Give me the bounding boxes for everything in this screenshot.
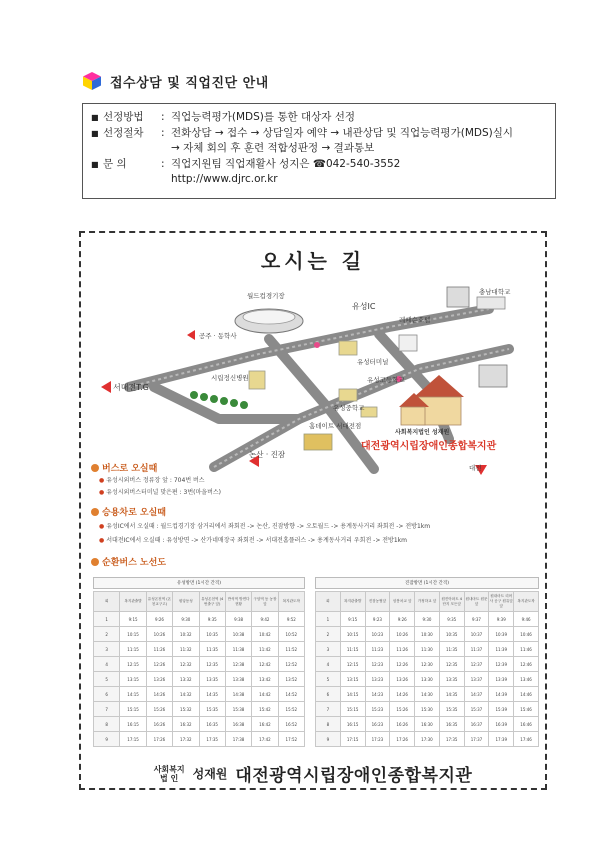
table-cell: 17:38 — [225, 732, 251, 747]
map-label-nonsan: 논산 · 진잠 — [249, 450, 286, 459]
table-cell: 9:15 — [340, 612, 365, 627]
table-cell: 10:15 — [120, 627, 146, 642]
info-value: 전화상담 → 접수 → 상담일자 예약 → 내관상담 및 직업능력평가(MDS)실시 — [171, 126, 514, 139]
table-cell: 12:26 — [146, 657, 172, 672]
table-cell: 3 — [316, 642, 341, 657]
table-cell: 12:52 — [278, 657, 304, 672]
table-cell: 15:39 — [489, 702, 514, 717]
table-cell: 9:35 — [199, 612, 225, 627]
table-cell: 15:26 — [390, 702, 415, 717]
bullet-icon: ● — [99, 537, 105, 544]
table-row — [316, 672, 539, 687]
table-cell: 14:32 — [173, 687, 199, 702]
table-row — [316, 687, 539, 702]
table-cell: 10:42 — [252, 627, 278, 642]
footer-corp-line1: 사회복지 — [153, 764, 185, 774]
table-cell: 13:26 — [390, 672, 415, 687]
table-header-cell: 회 — [316, 592, 341, 612]
table-cell: 13:35 — [439, 672, 464, 687]
table-cell: 11:39 — [489, 642, 514, 657]
table-cell: 11:46 — [514, 642, 539, 657]
section-header — [82, 70, 269, 92]
directions-frame — [79, 231, 547, 790]
table-cell: 6 — [94, 687, 120, 702]
map-label-terminal: 유성터미널 — [357, 358, 389, 366]
table-cell: 9:30 — [415, 612, 440, 627]
table-cell: 13:39 — [489, 672, 514, 687]
table-cell: 11:52 — [278, 642, 304, 657]
table-cell: 16:35 — [199, 717, 225, 732]
table-cell: 17:39 — [489, 732, 514, 747]
car-line — [99, 521, 430, 530]
location-map — [99, 279, 529, 479]
info-row-contact — [91, 157, 547, 173]
table-row — [94, 687, 305, 702]
table-cell: 13:46 — [514, 672, 539, 687]
bus-line-text: 유성시외버스 정류장 앞 : 704번 버스 — [106, 477, 205, 484]
table-cell: 13:35 — [199, 672, 225, 687]
table-cell: 10:26 — [390, 627, 415, 642]
car-heading — [91, 505, 166, 518]
car-line — [99, 535, 407, 544]
left-table-title: 유성방면 (1시간 간격) — [93, 577, 305, 589]
info-continuation: → 자체 회의 후 훈련 적합성판정 → 결과통보 — [171, 142, 375, 154]
table-cell: 13:37 — [464, 672, 489, 687]
table-cell: 14:26 — [390, 687, 415, 702]
table-cell: 14:26 — [146, 687, 172, 702]
table-cell: 13:32 — [173, 672, 199, 687]
table-cell: 10:30 — [415, 627, 440, 642]
table-cell: 10:46 — [514, 627, 539, 642]
table-cell: 12:32 — [173, 657, 199, 672]
info-value: 직업능력평가(MDS)를 통한 대상자 선정 — [171, 111, 356, 123]
bullet-icon: ● — [99, 477, 105, 484]
bus-line — [99, 487, 221, 496]
table-cell: 13:26 — [146, 672, 172, 687]
table-cell: 15:35 — [199, 702, 225, 717]
left-timetable — [93, 591, 305, 747]
map-label-homeplus: 홈데이트 서대전점 — [309, 422, 362, 430]
table-cell: 9:30 — [173, 612, 199, 627]
table-row — [316, 732, 539, 747]
table-cell: 10:23 — [365, 627, 390, 642]
cube-icon — [82, 71, 102, 91]
map-label-yuseong-middle: 유성중학교 — [333, 404, 365, 412]
table-cell: 11:23 — [365, 642, 390, 657]
table-cell: 13:15 — [120, 672, 146, 687]
table-cell: 10:52 — [278, 627, 304, 642]
table-cell: 12:42 — [252, 657, 278, 672]
table-cell: 16:39 — [489, 717, 514, 732]
car-line-text: 유성IC에서 오실때 : 월드컵경기장 삼거리에서 좌회전 -> 논산, 진잠방향 -> 오토월드 -> 용계동사거리 좌회전 -> 전방1km — [106, 523, 431, 530]
footer-corp-line2: 법 인 — [160, 773, 179, 783]
table-cell: 17:35 — [199, 732, 225, 747]
bullet-icon: ● — [99, 523, 105, 530]
map-label-welfare-center: 대전광역시립장애인종합복지관 — [361, 441, 497, 452]
square-bullet-icon: ■ — [91, 159, 99, 169]
table-cell: 13:15 — [340, 672, 365, 687]
map-title: 오시는 길 — [260, 249, 366, 273]
table-row — [316, 612, 539, 627]
table-cell: 5 — [94, 672, 120, 687]
table-row — [316, 642, 539, 657]
table-header-cell: 회 — [94, 592, 120, 612]
table-cell: 16:30 — [415, 717, 440, 732]
table-cell: 11:35 — [199, 642, 225, 657]
table-cell: 9:26 — [390, 612, 415, 627]
table-cell: 11:30 — [415, 642, 440, 657]
table-cell: 13:30 — [415, 672, 440, 687]
table-row — [94, 657, 305, 672]
footer-org-name: 성재원 — [192, 767, 228, 781]
square-bullet-icon: ■ — [91, 128, 99, 138]
table-cell: 12:15 — [340, 657, 365, 672]
table-cell: 1 — [316, 612, 341, 627]
table-cell: 11:42 — [252, 642, 278, 657]
map-label-daejeon: 대전 — [469, 464, 482, 472]
table-header-row — [316, 592, 539, 612]
table-cell: 17:37 — [464, 732, 489, 747]
table-row — [316, 717, 539, 732]
table-cell: 14:30 — [415, 687, 440, 702]
table-cell: 16:52 — [278, 717, 304, 732]
info-separator: : — [161, 111, 165, 123]
table-cell: 9:46 — [514, 612, 539, 627]
table-row — [94, 642, 305, 657]
info-row-procedure — [91, 126, 547, 142]
table-cell: 14:35 — [439, 687, 464, 702]
square-bullet-icon: ■ — [91, 113, 99, 122]
car-line-text: 서대전IC에서 오실때 : 유성방면 -> 산가네매장국 좌회전 -> 서대전홈플러스 -> 용계동사거리 우회전 -> 전방1km — [106, 537, 407, 544]
table-cell: 17:30 — [415, 732, 440, 747]
table-row — [316, 702, 539, 717]
table-cell: 10:39 — [489, 627, 514, 642]
table-cell: 9:39 — [489, 612, 514, 627]
footer-center-name: 대전광역시립장애인종합복지관 — [235, 766, 473, 786]
table-cell: 16:23 — [365, 717, 390, 732]
table-cell: 10:32 — [173, 627, 199, 642]
map-label-worldcup: 월드컵경기장 — [247, 292, 285, 300]
table-cell: 14:35 — [199, 687, 225, 702]
map-label-yuseong-ic: 유성IC — [352, 302, 376, 311]
map-label-yuseong-high: 유성고등학교 — [367, 376, 405, 384]
table-cell: 14:42 — [252, 687, 278, 702]
table-cell: 9:38 — [225, 612, 251, 627]
table-cell: 15:32 — [173, 702, 199, 717]
table-cell: 12:39 — [489, 657, 514, 672]
map-label-welfare-corp: 사회복지법인 성재원 — [395, 429, 450, 436]
table-cell: 14:37 — [464, 687, 489, 702]
table-header-cell: 원내마트 리어사 공구 원유앞앞 — [489, 592, 514, 612]
table-row — [94, 702, 305, 717]
info-separator: : — [161, 157, 165, 170]
table-cell: 13:52 — [278, 672, 304, 687]
table-cell: 16:15 — [120, 717, 146, 732]
info-row-method — [91, 110, 547, 126]
table-cell: 15:15 — [340, 702, 365, 717]
table-row — [94, 672, 305, 687]
table-cell: 16:42 — [252, 717, 278, 732]
table-cell: 9 — [94, 732, 120, 747]
table-cell: 10:37 — [464, 627, 489, 642]
table-cell: 10:35 — [199, 627, 225, 642]
table-cell: 15:38 — [225, 702, 251, 717]
table-cell: 14:15 — [120, 687, 146, 702]
table-cell: 16:32 — [173, 717, 199, 732]
table-cell: 11:26 — [390, 642, 415, 657]
bus-line — [99, 475, 205, 484]
table-cell: 9:35 — [439, 612, 464, 627]
table-row — [316, 657, 539, 672]
footer-corp — [154, 765, 185, 783]
car-heading-text: 승용차로 오실때 — [102, 508, 166, 518]
table-cell: 9 — [316, 732, 341, 747]
table-cell: 17:26 — [146, 732, 172, 747]
info-label: 선정방법 — [103, 111, 144, 123]
table-cell: 11:35 — [439, 642, 464, 657]
table-cell: 12:35 — [439, 657, 464, 672]
table-cell: 8 — [94, 717, 120, 732]
table-cell: 16:38 — [225, 717, 251, 732]
table-header-cell: 복지관도착 — [514, 592, 539, 612]
table-cell: 16:15 — [340, 717, 365, 732]
table-cell: 2 — [316, 627, 341, 642]
table-cell: 15:23 — [365, 702, 390, 717]
info-label: 문 의 — [103, 157, 127, 170]
table-cell: 10:26 — [146, 627, 172, 642]
table-cell: 14:52 — [278, 687, 304, 702]
bus-heading-text: 버스로 오실때 — [102, 464, 158, 474]
table-cell: 17:46 — [514, 732, 539, 747]
table-row — [94, 717, 305, 732]
section-title: 접수상담 및 직업진단 안내 — [110, 75, 269, 91]
table-header-row — [94, 592, 305, 612]
car-dot-icon — [91, 508, 99, 516]
table-cell: 4 — [316, 657, 341, 672]
table-cell: 10:35 — [439, 627, 464, 642]
table-cell: 7 — [94, 702, 120, 717]
table-cell: 11:37 — [464, 642, 489, 657]
table-cell: 15:37 — [464, 702, 489, 717]
table-cell: 16:26 — [146, 717, 172, 732]
table-cell: 6 — [316, 687, 341, 702]
table-header-cell: 복지관출발 — [120, 592, 146, 612]
table-cell: 13:42 — [252, 672, 278, 687]
table-cell: 14:38 — [225, 687, 251, 702]
table-cell: 13:23 — [365, 672, 390, 687]
bullet-icon: ● — [99, 489, 105, 496]
table-header-cell: 원앙동성 — [173, 592, 199, 612]
right-table-title: 진잠방면 (1시간 간격) — [315, 577, 539, 589]
table-cell: 11:38 — [225, 642, 251, 657]
table-header-cell: 진잠농협앞 — [365, 592, 390, 612]
table-row — [94, 732, 305, 747]
table-cell: 14:46 — [514, 687, 539, 702]
table-cell: 9:23 — [365, 612, 390, 627]
table-cell: 17:42 — [252, 732, 278, 747]
info-row-continuation — [91, 141, 547, 157]
table-cell: 9:26 — [146, 612, 172, 627]
info-separator: : — [161, 126, 165, 139]
map-label-seodaejeon: 서대전T.G — [113, 383, 149, 392]
table-cell: 14:23 — [365, 687, 390, 702]
table-cell: 15:30 — [415, 702, 440, 717]
table-cell: 11:15 — [120, 642, 146, 657]
table-cell: 11:26 — [146, 642, 172, 657]
table-header-cell: 구암역 동 농장 앞 — [252, 592, 278, 612]
bus-line-text: 유성시외버스터미널 맞은편 : 3번(마을버스) — [106, 489, 222, 496]
table-cell: 9:52 — [278, 612, 304, 627]
table-cell: 9:42 — [252, 612, 278, 627]
info-box — [82, 103, 556, 199]
table-header-cell: 복지관출발 — [340, 592, 365, 612]
table-header-cell: 원진아파트 4단지 모든앞 — [439, 592, 464, 612]
table-cell: 14:39 — [489, 687, 514, 702]
right-timetable — [315, 591, 539, 747]
table-cell: 17:35 — [439, 732, 464, 747]
map-label-cityhall: 시립정신병원 — [211, 374, 249, 382]
table-cell: 12:23 — [365, 657, 390, 672]
table-cell: 12:37 — [464, 657, 489, 672]
table-cell: 12:35 — [199, 657, 225, 672]
table-cell: 17:15 — [340, 732, 365, 747]
table-cell: 16:26 — [390, 717, 415, 732]
table-cell: 17:52 — [278, 732, 304, 747]
table-row — [94, 612, 305, 627]
table-cell: 12:15 — [120, 657, 146, 672]
table-cell: 16:46 — [514, 717, 539, 732]
table-cell: 17:32 — [173, 732, 199, 747]
map-label-gongju: 공주 · 동학사 — [199, 332, 237, 340]
website-link[interactable]: http://www.djrc.or.kr — [171, 173, 278, 185]
table-cell: 15:35 — [439, 702, 464, 717]
table-cell: 16:37 — [464, 717, 489, 732]
table-header-cell: 복지관도착 — [278, 592, 304, 612]
info-row-url — [91, 172, 547, 188]
table-cell: 3 — [94, 642, 120, 657]
table-cell: 12:38 — [225, 657, 251, 672]
table-header-cell: 원내마트 원문앞 — [464, 592, 489, 612]
shuttle-heading-text: 순환버스 노선도 — [102, 558, 166, 568]
table-cell: 12:46 — [514, 657, 539, 672]
table-cell: 15:42 — [252, 702, 278, 717]
info-label: 선정절차 — [103, 126, 144, 139]
table-cell: 16:35 — [439, 717, 464, 732]
table-cell: 1 — [94, 612, 120, 627]
table-header-cell: 삼봉차교 앞 — [390, 592, 415, 612]
table-cell: 7 — [316, 702, 341, 717]
table-cell: 4 — [94, 657, 120, 672]
table-cell: 14:15 — [340, 687, 365, 702]
table-cell: 10:15 — [340, 627, 365, 642]
map-label-redisson: 레떼슨호텔 — [399, 316, 431, 324]
table-row — [316, 627, 539, 642]
table-cell: 17:23 — [365, 732, 390, 747]
bus-heading — [91, 461, 157, 474]
table-cell: 8 — [316, 717, 341, 732]
map-label-chungnam: 충남대학교 — [479, 288, 511, 296]
table-cell: 12:30 — [415, 657, 440, 672]
table-cell: 10:38 — [225, 627, 251, 642]
table-cell: 12:26 — [390, 657, 415, 672]
table-cell: 15:46 — [514, 702, 539, 717]
table-header-cell: 유성온천역 (4번출구 앞) — [199, 592, 225, 612]
shuttle-heading — [91, 555, 166, 568]
info-value: 직업지원팀 직업재활사 성지은 ☎042-540-3552 — [171, 157, 401, 170]
table-cell: 15:15 — [120, 702, 146, 717]
table-cell: 11:15 — [340, 642, 365, 657]
table-header-cell: 유성온천역 (온천교구고) — [146, 592, 172, 612]
footer — [81, 761, 545, 786]
table-header-cell: 반석역 방면다 현황 — [225, 592, 251, 612]
table-cell: 9:37 — [464, 612, 489, 627]
table-cell: 17:15 — [120, 732, 146, 747]
table-cell: 9:15 — [120, 612, 146, 627]
table-row — [94, 627, 305, 642]
shuttle-dot-icon — [91, 558, 99, 566]
bus-dot-icon — [91, 464, 99, 472]
table-cell: 2 — [94, 627, 120, 642]
table-cell: 15:26 — [146, 702, 172, 717]
table-header-cell: 가정하교 앞 — [415, 592, 440, 612]
table-cell: 13:38 — [225, 672, 251, 687]
table-cell: 5 — [316, 672, 341, 687]
table-cell: 17:26 — [390, 732, 415, 747]
table-cell: 11:32 — [173, 642, 199, 657]
table-cell: 15:52 — [278, 702, 304, 717]
